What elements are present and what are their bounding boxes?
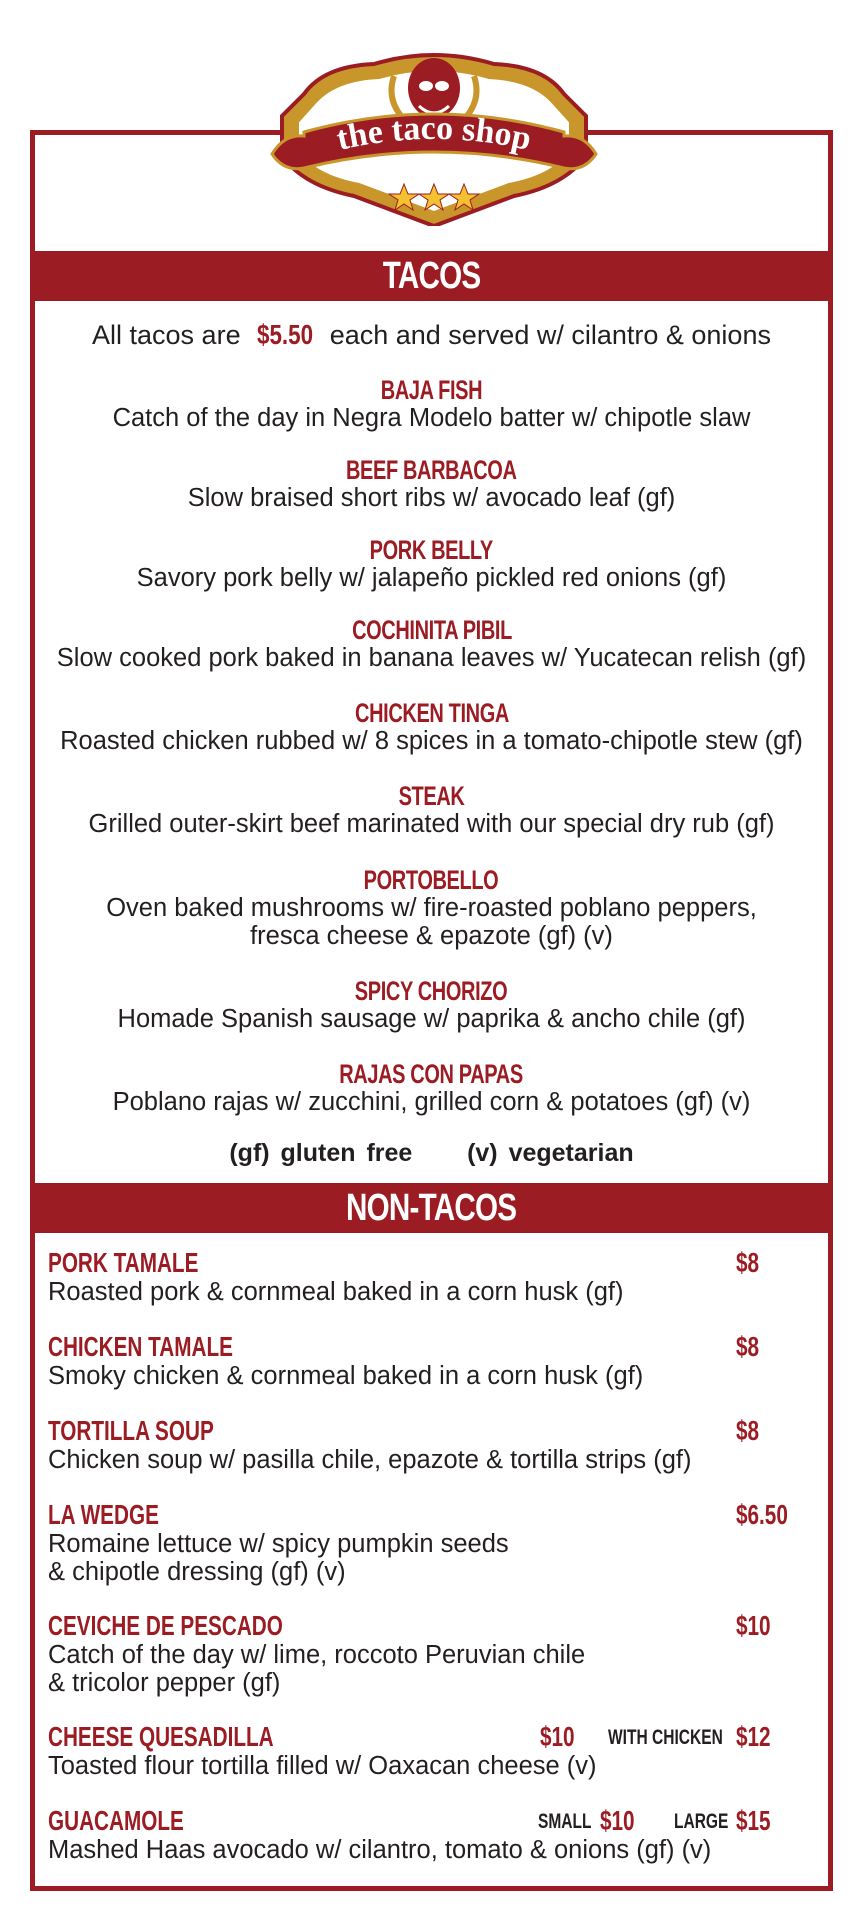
non-taco-item: CEVICHE DE PESCADO $10 Catch of the day w/ lime, roccoto Peruvian chile & tricolor pepper (gf) — [48, 1610, 771, 1697]
taco-shop-logo — [264, 36, 604, 226]
taco-item: BAJA FISH Catch of the day in Negra Modelo batter w/ chipotle slaw — [112, 375, 751, 432]
non-taco-item: CHICKEN TAMALE $8 Smoky chicken & cornmeal baked in a corn husk (gf) — [48, 1331, 760, 1390]
tacos-price: $5.50 — [257, 319, 314, 350]
non-taco-item: GUACAMOLE SMALL $10 LARGE $15 Mashed Haas avocado w/ cilantro, tomato & onions (gf) (v) — [48, 1805, 771, 1864]
diet-legend: (gf) gluten free (v) vegetarian — [229, 1139, 634, 1167]
taco-item: RAJAS CON PAPAS Poblano rajas w/ zucchini, grilled corn & potatoes (gf) (v) — [112, 1059, 751, 1116]
taco-item: BEEF BARBACOA Slow braised short ribs w/ avocado leaf (gf) — [187, 455, 676, 512]
non-taco-item: CHEESE QUESADILLA $10 WITH CHICKEN $12 Toasted flour tortilla filled w/ Oaxacan cheese (v) — [48, 1721, 771, 1780]
tacos-intro: All tacos are $5.50 each and served w/ cilantro & onions — [92, 319, 771, 350]
logo-text: the taco shop — [333, 109, 535, 158]
taco-item: CHICKEN TINGA Roasted chicken rubbed w/ 8 spices in a tomato-chipotle stew (gf) — [60, 698, 803, 755]
taco-item: PORTOBELLO Oven baked mushrooms w/ fire-roasted poblano peppers, fresca cheese & epazote (gf) (v) — [106, 865, 757, 950]
non-taco-item: TORTILLA SOUP $8 Chicken soup w/ pasilla chile, epazote & tortilla strips (gf) — [48, 1415, 760, 1474]
taco-item: SPICY CHORIZO Homade Spanish sausage w/ paprika & ancho chile (gf) — [117, 976, 746, 1033]
tacos-heading: TACOS — [35, 251, 828, 301]
taco-item: COCHINITA PIBIL Slow cooked pork baked in banana leaves w/ Yucatecan relish (gf) — [56, 615, 807, 672]
taco-item: PORK BELLY Savory pork belly w/ jalapeño pickled red onions (gf) — [136, 535, 727, 592]
non-taco-item: PORK TAMALE $8 Roasted pork & cornmeal baked in a corn husk (gf) — [48, 1247, 760, 1306]
non-taco-item: LA WEDGE $6.50 Romaine lettuce w/ spicy pumpkin seeds & chipotle dressing (gf) (v) — [48, 1499, 788, 1586]
taco-item: STEAK Grilled outer-skirt beef marinated with our special dry rub (gf) — [88, 781, 775, 838]
non-tacos-heading: NON-TACOS — [35, 1183, 828, 1233]
